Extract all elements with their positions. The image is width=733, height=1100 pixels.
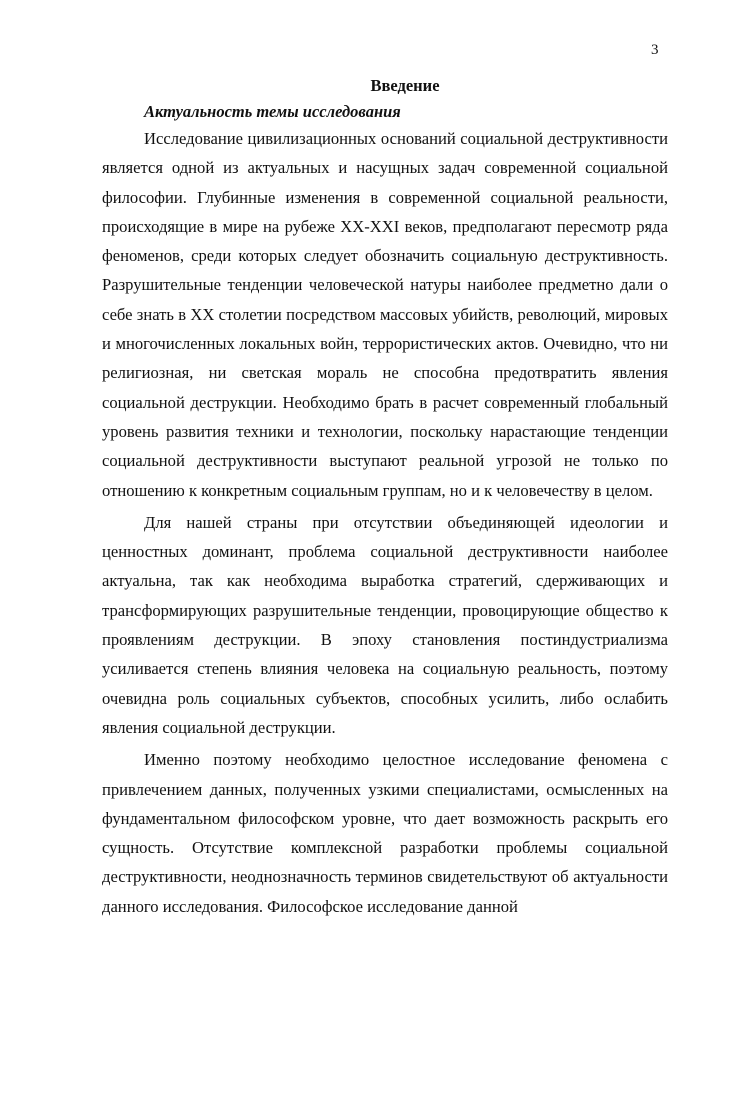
section-heading: Введение <box>370 76 440 95</box>
paragraph: Исследование цивилизационных оснований социальной деструктивности является одной из актуальных и насущных задач современной социальной философии. Глубинные изменения в современной социальной реальности, происходящие в мире на рубеже XX-XXI веков, предполагают пересмотр ряда феноменов, среди которых следует обозначить социальную деструктивность. Разрушительные тенденции человеческой натуры наиболее предметно дали о себе знать в XX столетии посредством массовых убийств, революций, мировых и многочисленных локальных войн, террористических актов. Очевидно, что ни религиозная, ни светская мораль не способна предотвратить явления социальной деструкции. Необходимо брать в расчет современный глобальный уровень развития техники и технологии, поскольку нарастающие тенденции социальной деструктивности выступают реальной угрозой не только по отношению к конкретным социальным группам, но и к человечеству в целом. <box>102 129 668 500</box>
paragraph: Именно поэтому необходимо целостное исследование феномена с привлечением данных, полученных узкими специалистами, осмысленных на фундаментальном философском уровне, что дает возможность раскрыть его сущность. Отсутствие комплексной разработки проблемы социальной деструктивности, неоднозначность терминов свидетельствуют об актуальности данного исследования. Философское исследование данной <box>102 750 668 916</box>
page-number: 3 <box>651 42 659 58</box>
section-subheading: Актуальность темы исследования <box>144 102 401 121</box>
body-text <box>102 124 668 921</box>
paragraph: Для нашей страны при отсутствии объединяющей идеологии и ценностных доминант, проблема социальной деструктивности наиболее актуальна, так как необходима выработка стратегий, сдерживающих и трансформирующих разрушительные тенденции, провоцирующие общество к проявлениям деструкции. В эпоху становления постиндустриализма усиливается степень влияния человека на социальную реальность, поэтому очевидна роль социальных субъектов, способных усилить, либо ослабить явления социальной деструкции. <box>102 512 668 737</box>
